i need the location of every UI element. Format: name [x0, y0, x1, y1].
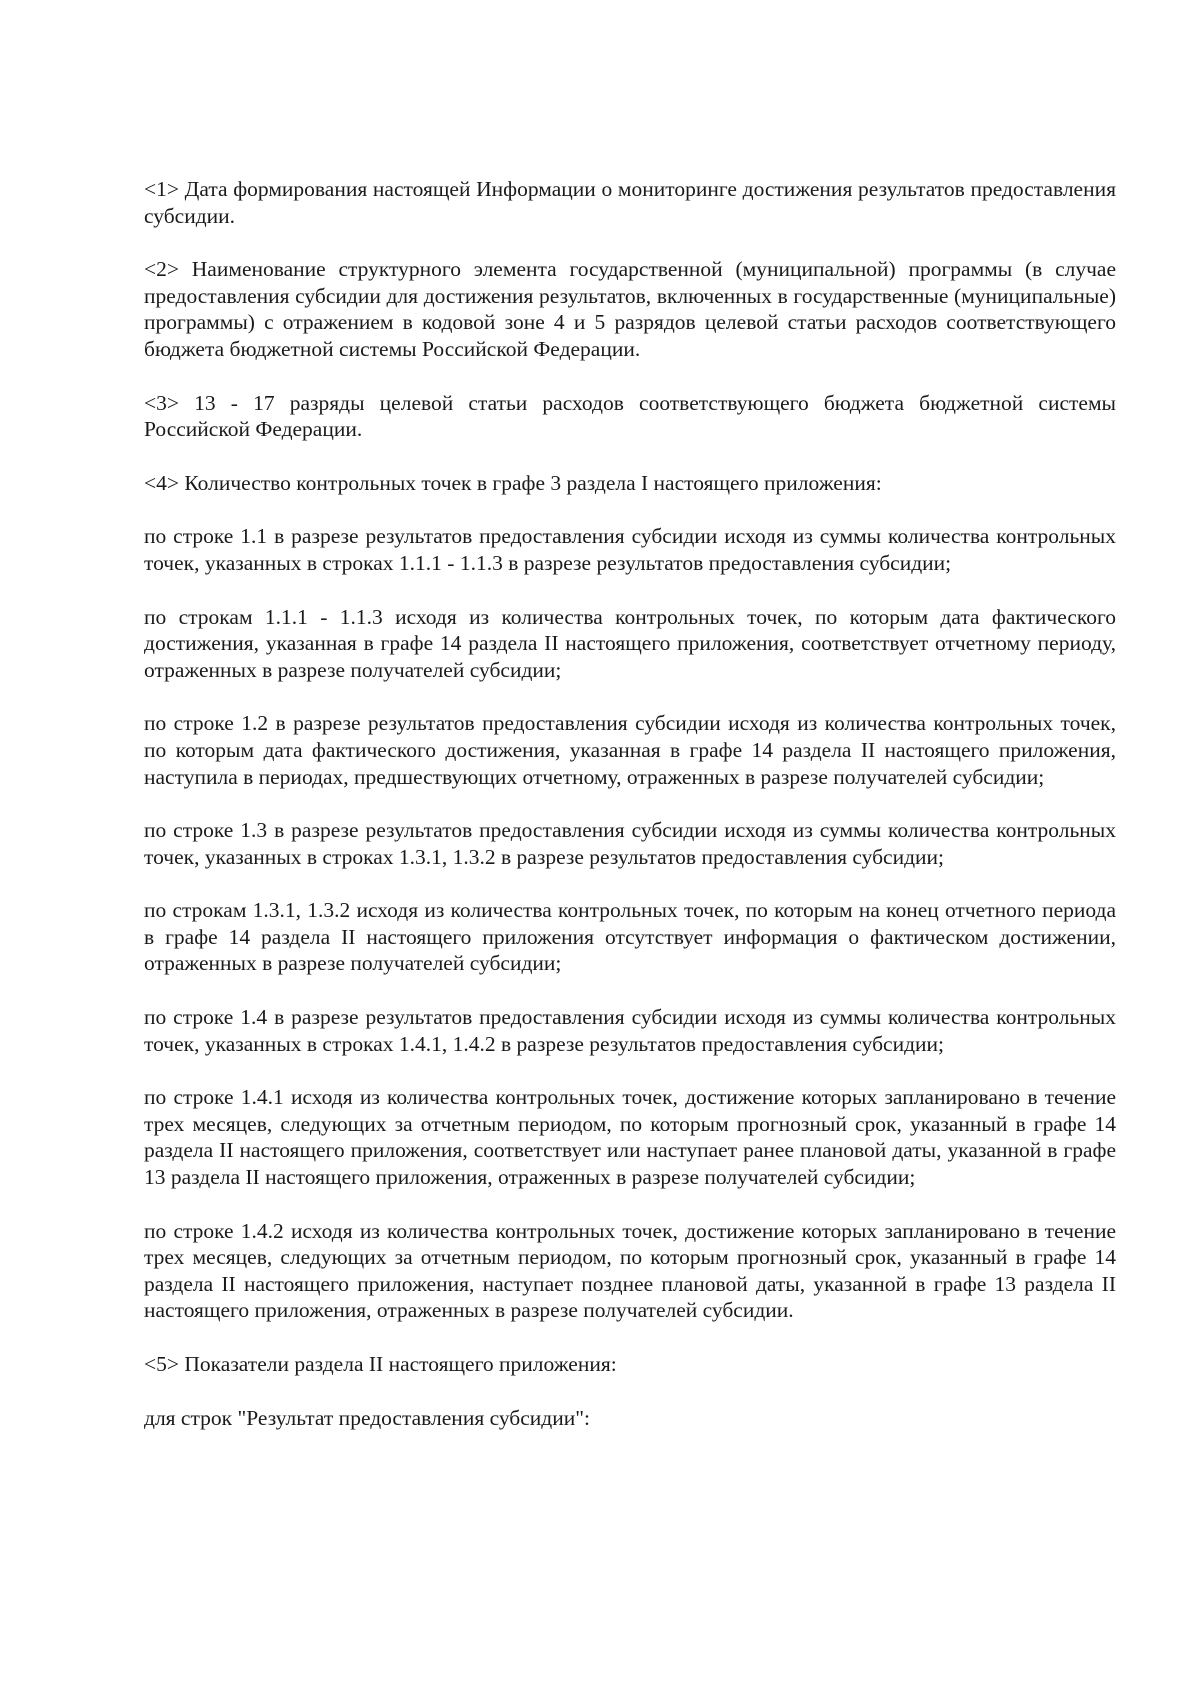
row-1-2-paragraph: по строке 1.2 в разрезе результатов предоставления субсидии исходя из количества контрольных точек, по которым дата фактического достижения, указанная в графе 14 раздела II настоящего приложения, наступила в периодах, предшествующих отчетному, отраженных в разрезе получателей субсидии; — [144, 711, 1116, 789]
footnote-1-paragraph: <1> Дата формирования настоящей Информации о мониторинге достижения результатов предоставления субсидии. — [144, 177, 1116, 228]
row-1-4-2-paragraph: по строке 1.4.2 исходя из количества контрольных точек, достижение которых запланировано в течение трех месяцев, следующих за отчетным периодом, по которым прогнозный срок, указанный в графе 14 раздела II настоящего приложения, наступает позднее плановой даты, указанной в графе 13 раздела II настоящего приложения, отраженных в разрезе получателей субсидии. — [144, 1218, 1116, 1323]
footnote-5-paragraph: <5> Показатели раздела II настоящего приложения: — [144, 1352, 617, 1376]
document-body — [144, 176, 1116, 1458]
footnote-2-paragraph: <2> Наименование структурного элемента государственной (муниципальной) программы (в случае предоставления субсидии для достижения результатов, включенных в государственные (муниципальные) программы) с отражением в кодовой зоне 4 и 5 разрядов целевой статьи расходов соответствующего бюджета бюджетной системы Российской Федерации. — [144, 257, 1116, 361]
row-1-4-paragraph: по строке 1.4 в разрезе результатов предоставления субсидии исходя из суммы количества контрольных точек, указанных в строках 1.4.1, 1.4.2 в разрезе результатов предоставления субсидии; — [144, 1005, 1116, 1056]
footnote-4-paragraph: <4> Количество контрольных точек в графе 3 раздела I настоящего приложения: — [144, 470, 882, 495]
rows-1-3-1-1-3-2-paragraph: по строкам 1.3.1, 1.3.2 исходя из количества контрольных точек, по которым на конец отчетного периода в графе 14 раздела II настоящего приложения отсутствует информация о фактическом достижении, отраженных в разрезе получателей субсидии; — [144, 898, 1116, 976]
rows-1-1-1-to-1-1-3-paragraph: по строкам 1.1.1 - 1.1.3 исходя из количества контрольных точек, по которым дата фактического достижения, указанная в графе 14 раздела II настоящего приложения, соответствует отчетному периоду, отраженных в разрезе получателей субсидии; — [144, 604, 1116, 682]
footnote-3-paragraph: <3> 13 - 17 разряды целевой статьи расходов соответствующего бюджета бюджетной системы Российской Федерации. — [144, 390, 1116, 442]
row-1-4-1-paragraph: по строке 1.4.1 исходя из количества контрольных точек, достижение которых запланировано в течение трех месяцев, следующих за отчетным периодом, по которым прогнозный срок, указанный в графе 14 раздела II настоящего приложения, соответствует или наступает ранее плановой даты, указанной в графе 13 раздела II настоящего приложения, отраженных в разрезе получателей субсидии; — [144, 1085, 1116, 1190]
row-1-3-paragraph: по строке 1.3 в разрезе результатов предоставления субсидии исходя из суммы количества контрольных точек, указанных в строках 1.3.1, 1.3.2 в разрезе результатов предоставления субсидии; — [144, 818, 1116, 869]
row-1-1-paragraph: по строке 1.1 в разрезе результатов предоставления субсидии исходя из суммы количества контрольных точек, указанных в строках 1.1.1 - 1.1.3 в разрезе результатов предоставления субсидии; — [144, 524, 1116, 575]
result-rows-paragraph: для строк "Результат предоставления субсидии": — [144, 1405, 590, 1430]
